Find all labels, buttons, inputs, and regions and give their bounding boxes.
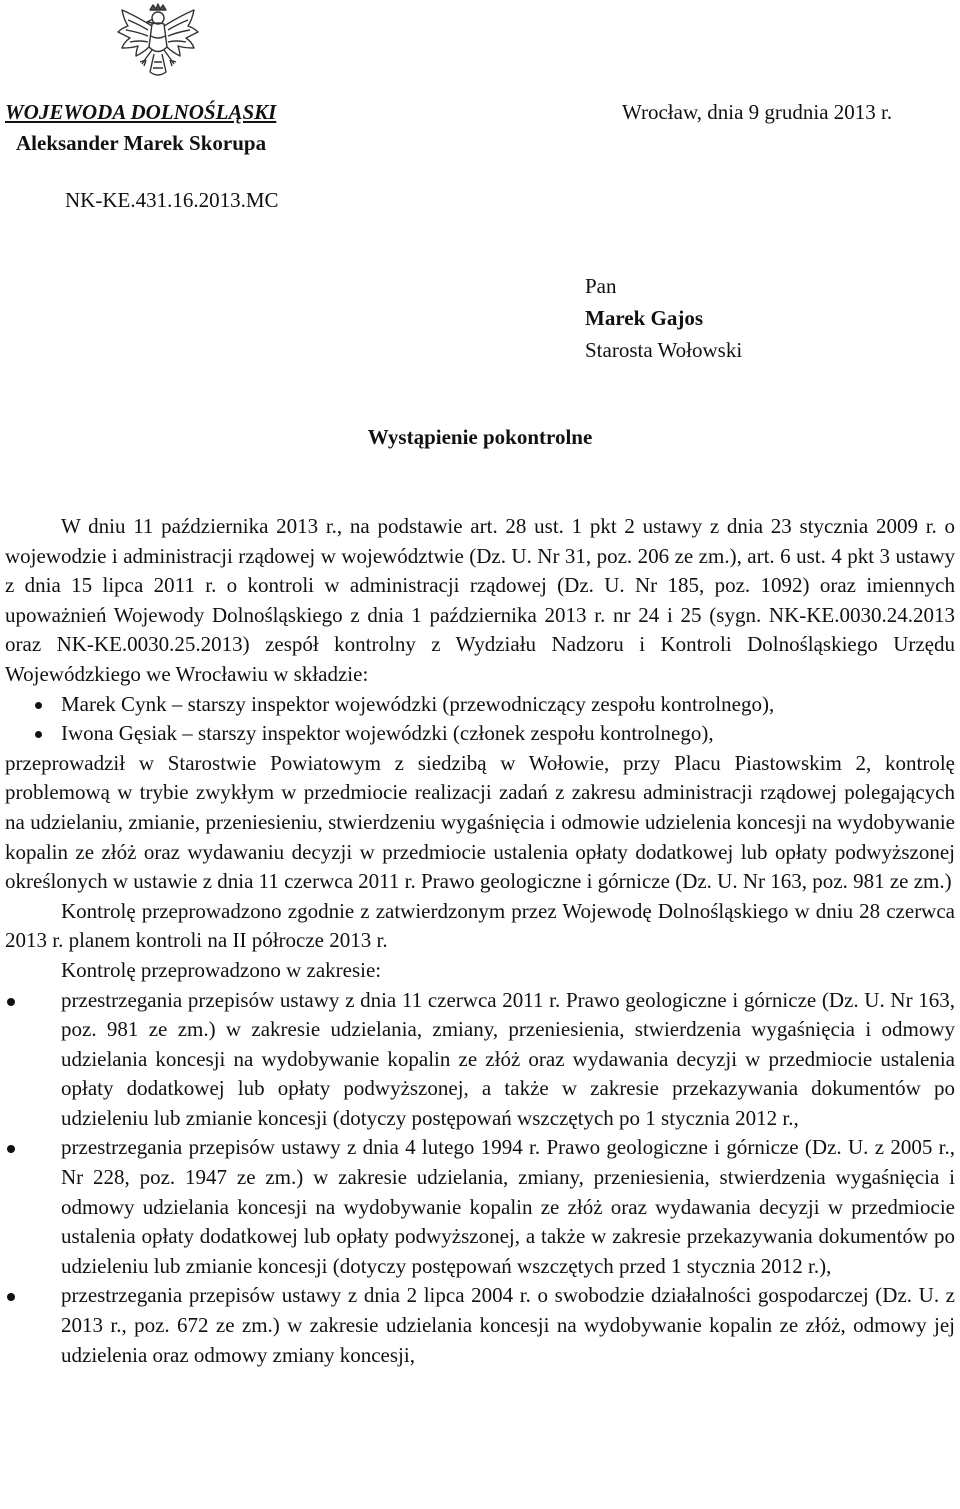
bullet-icon (7, 1145, 15, 1153)
letter-date: Wrocław, dnia 9 grudnia 2013 r. (622, 100, 893, 124)
reference-number: NK-KE.431.16.2013.MC (65, 188, 279, 212)
scope-list (5, 986, 955, 1371)
bullet-icon (35, 702, 42, 709)
list-item: Iwona Gęsiak – starszy inspektor wojewódzki (członek zespołu kontrolnego), (5, 719, 955, 749)
addressee-salutation: Pan (585, 274, 617, 298)
addressee-name: Marek Gajos (585, 306, 704, 330)
intro-paragraph: W dniu 11 października 2013 r., na podstawie art. 28 ust. 1 pkt 2 ustawy z dnia 23 stycznia 2009 r. o wojewodzie i administracji rządowej w województwie (Dz. U. Nr 31, poz. 206 ze zm.), art. 6 ust. 4 pkt 3 ustawy z dnia 15 lipca 2011 r. o kontroli w administracji rządowej (Dz. U. Nr 185, poz. 1092) oraz imiennych upoważnień Wojewody Dolnośląskiego z dnia 1 października 2013 r. nr 24 i 25 (sygn. NK-KE.0030.24.2013 oraz NK-KE.0030.25.2013) zespół kontrolny z Wydziału Nadzoru i Kontroli Dolnośląskiego Urzędu Wojewódzkiego we Wrocławiu w składzie: (5, 514, 955, 686)
list-item: Marek Cynk – starszy inspektor wojewódzki (przewodniczący zespołu kontrolnego), (5, 690, 955, 720)
sender-block (5, 97, 325, 159)
list-item: przestrzegania przepisów ustawy z dnia 2 lipca 2004 r. o swobodzie działalności gospodarczej (Dz. U. z 2013 r., poz. 672 ze zm.) w zakresie udzielania koncesji na wydobywanie kopalin ze złóż, odmowy jej udzielenia oraz odmowy zmiany koncesji, (5, 1281, 955, 1370)
control-description-paragraph: przeprowadził w Starostwie Powiatowym z siedzibą w Wołowie, przy Placu Piastowskim 2, kontrolę problemową w trybie zwykłym w przedmiocie realizacji zadań z zakresu administracji rządowej polegających na udzielaniu, zmianie, przeniesieniu, stwierdzeniu wygaśnięcia i odmowie udzielenia koncesji na wydobywanie kopalin ze złóż oraz wydawaniu decyzji w przedmiocie ustalenia opłaty dodatkowej lub opłaty podwyższonej określonych w ustawie z dnia 11 czerwca 2011 r. Prawo geologiczne i górnicze (Dz. U. Nr 163, poz. 981 ze zm.) (5, 750, 955, 894)
polish-eagle-emblem (112, 2, 204, 90)
list-item: przestrzegania przepisów ustawy z dnia 11 czerwca 2011 r. Prawo geologiczne i górnicze (Dz. U. Nr 163, poz. 981 ze zm.) w zakresie udzielania, zmiany, przeniesienia, stwierdzenia wygaśnięcia i odmowy udzielania koncesji na wydobywanie kopalin ze złóż oraz wydawania decyzji w przedmiocie ustalenia opłaty dodatkowej lub opłaty podwyższonej, a także w zakresie przekazywania dokumentów po udzieleniu lub zmianie koncesji (dotyczy postępowań wszczętych po 1 stycznia 2012 r., (5, 986, 955, 1134)
bullet-icon (7, 998, 15, 1006)
addressee-block (585, 270, 742, 366)
addressee-position: Starosta Wołowski (585, 338, 743, 362)
document-body (5, 512, 955, 1370)
document-title: Wystąpienie pokontrolne (367, 425, 593, 449)
office-title: WOJEWODA DOLNOŚLĄSKI (5, 100, 277, 124)
plan-paragraph: Kontrolę przeprowadzono zgodnie z zatwierdzonym przez Wojewodę Dolnośląskiego w dniu 28 czerwca 2013 r. planem kontroli na II półrocze 2013 r. (5, 898, 955, 953)
scope-intro: Kontrolę przeprowadzono w zakresie: (61, 957, 382, 982)
list-item: przestrzegania przepisów ustawy z dnia 4 lutego 1994 r. Prawo geologiczne i górnicze (Dz. U. z 2005 r., Nr 228, poz. 1947 ze zm.) w zakresie udzielania, zmiany, przeniesienia, stwierdzenia wygaśnięcia i odmowy udzielania koncesji na wydobywanie kopalin ze złóż oraz wydawania decyzji w przedmiocie ustalenia opłaty dodatkowej lub opłaty podwyższonej, a także w zakresie przekazywania dokumentów po udzieleniu lub zmianie koncesji (dotyczy postępowań wszczętych przed 1 stycznia 2012 r.), (5, 1133, 955, 1281)
bullet-icon (7, 1293, 15, 1301)
sender-name: Aleksander Marek Skorupa (16, 131, 267, 155)
team-members-list (5, 690, 955, 749)
bullet-icon (35, 731, 42, 738)
